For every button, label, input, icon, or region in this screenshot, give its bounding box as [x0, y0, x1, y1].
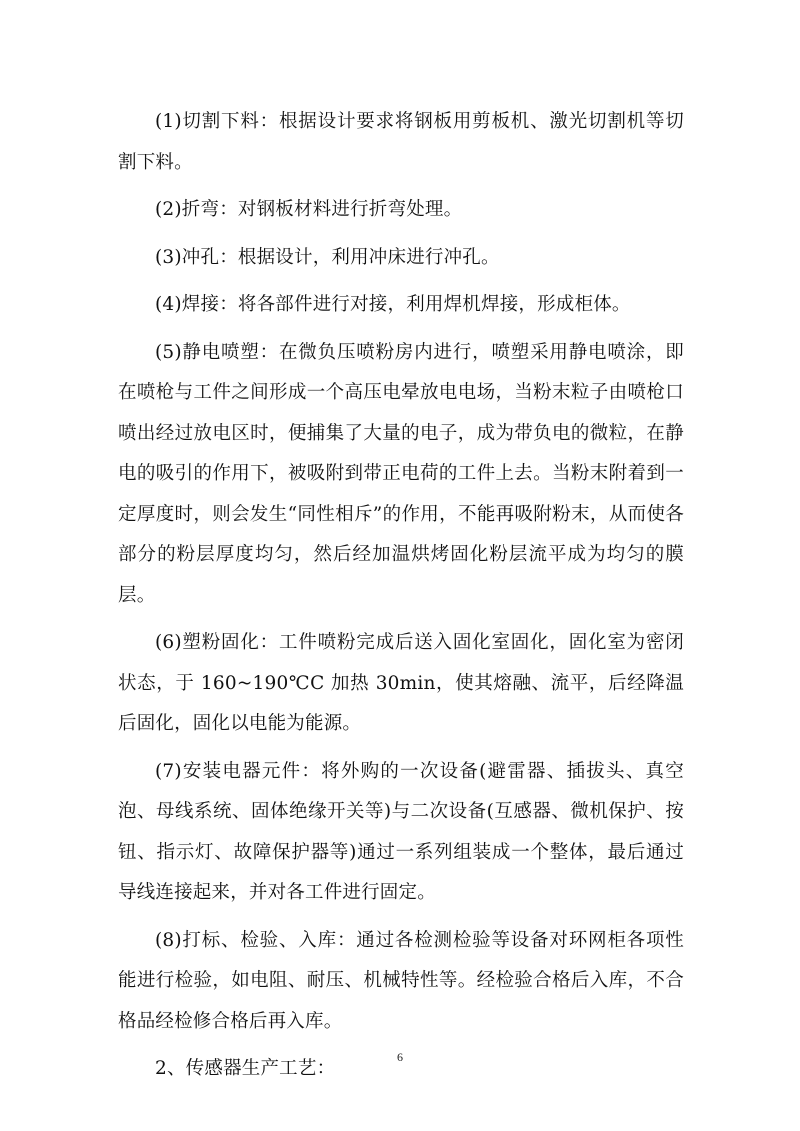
paragraph-punching: (3)冲孔：根据设计，利用冲床进行冲孔。 [155, 246, 500, 268]
paragraph-powder-curing: (6)塑粉固化：工件喷粉完成后送入固化室固化，固化室为密闭状态，于 160~190℃C 加热 30min，使其熔融、流平，后经降温后固化，固化以电能为能源。 [118, 632, 684, 734]
paragraph-electrostatic-spraying: (5)静电喷塑：在微负压喷粉房内进行，喷塑采用静电喷涂，即在喷枪与工件之间形成一个高压电晕放电电场，当粉末粒子由喷枪口喷出经过放电区时，便捕集了大量的电子，成为带负电的微粒，在静电的吸引的作用下，被吸附到带正电荷的工件上去。当粉末附着到一定厚度时，则会发生“同性相斥”的作用，不能再吸附粉末，从而使各部分的粉层厚度均匀，然后经加温烘烤固化粉层流平成为均匀的膜层。 [118, 341, 684, 606]
paragraph-marking-inspection: (8)打标、检验、入库：通过各检测检验等设备对环网柜各项性能进行检验，如电阻、耐压、机械特性等。经检验合格后入库，不合格品经检修合格后再入库。 [118, 929, 684, 1032]
section-heading-sensor-process: 2、传感器生产工艺： [155, 1058, 336, 1079]
paragraph-component-installation: (7)安装电器元件：将外购的一次设备(避雷器、插拔头、真空泡、母线系统、固体绝缘开关等)与二次设备(互感器、微机保护、按钮、指示灯、故障保护器等)通过一系列组装成一个整体，最后通过导线连接起来，并对各工件进行固定。 [118, 760, 684, 903]
paragraph-welding: (4)焊接：将各部件进行对接，利用焊机焊接，形成柜体。 [155, 294, 631, 315]
paragraph-cutting: (1)切割下料：根据设计要求将钢板用剪板机、激光切割机等切割下料。 [118, 111, 684, 173]
paragraph-bending: (2)折弯：对钢板材料进行折弯处理。 [155, 199, 463, 220]
page-number: 6 [397, 1050, 403, 1064]
body-text [118, 102, 684, 1097]
